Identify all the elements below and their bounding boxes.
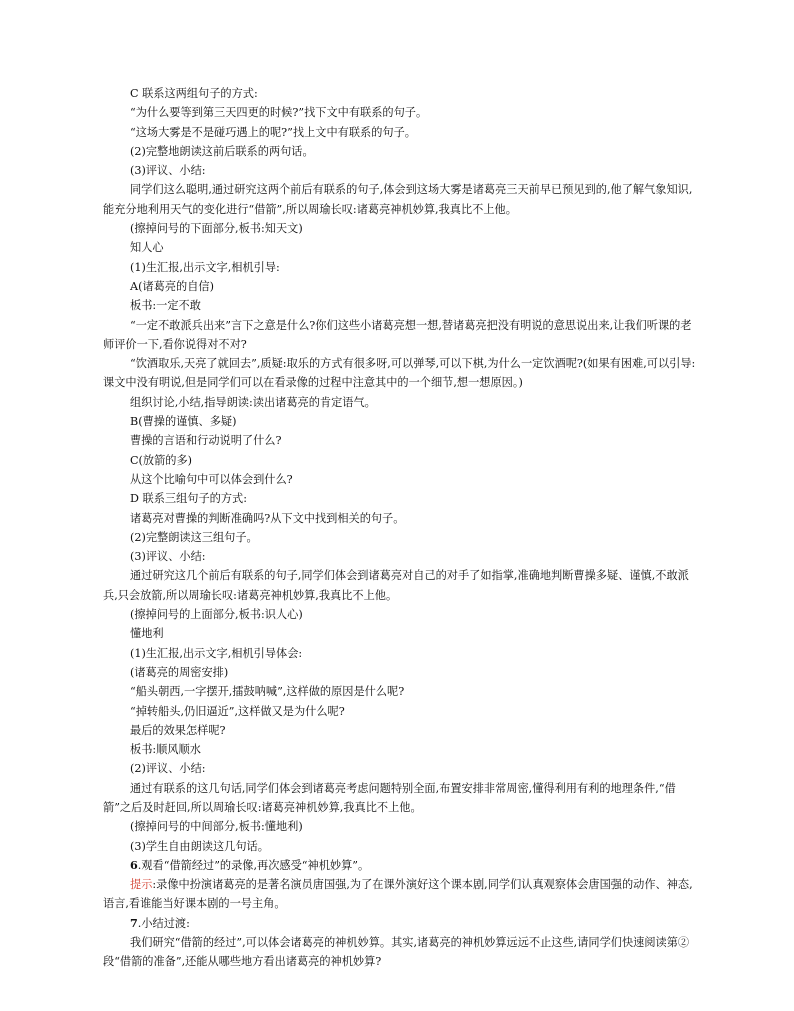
paragraph [103,759,696,778]
paragraph-text: “船头朝西,一字摆开,擂鼓呐喊”,这样做的原因是什么呢? [130,685,405,699]
paragraph [103,470,696,489]
paragraph-text: (3)评议、小结: [130,550,206,564]
paragraph-text: C 联系这两组句子的方式: [130,87,258,100]
paragraph [103,740,696,759]
paragraph-text: (2)评议、小结: [130,762,206,776]
paragraph [103,721,696,740]
paragraph [103,663,696,682]
paragraph [103,123,696,142]
paragraph-text: .小结过渡: [137,916,190,930]
paragraph-text: “这场大雾是不是碰巧遇上的呢?”找上文中有联系的句子。 [130,125,416,139]
paragraph [103,933,696,972]
paragraph-text: (3)学生自由朗读这几句话。 [130,839,269,853]
paragraph-text: 通过研究这几个前后有联系的句子,同学们体会到诸葛亮对自己的对手了如指掌,准确地判断曹操多疑、谨慎,不敢派兵,只会放箭,所以周瑜长叹:诸葛亮神机妙算,我真比不上他。 [103,569,689,602]
paragraph [103,624,696,643]
paragraph [103,103,696,122]
paragraph [103,258,696,277]
paragraph-text: “一定不敢派兵出来”言下之意是什么?你们这些小诸葛亮想一想,替诸葛亮把没有明说的意思说出来,让我们听课的老师评价一下,看你说得对不对? [103,318,692,351]
paragraph [103,817,696,836]
paragraph-text: (1)生汇报,出示文字,相机引导体会: [130,646,303,660]
paragraph-text: “掉转船头,仍旧逼近”,这样做又是为什么呢? [130,704,345,718]
paragraph-text: (擦掉问号的下面部分,板书:知天文) [130,222,303,236]
paragraph-text: 板书:顺风顺水 [130,743,201,757]
paragraph-text: :录像中扮演诸葛亮的是著名演员唐国强,为了在课外演好这个课本剧,同学们认真观察体会唐国强的动作、神态,语言,看谁能当好课本剧的一号主角。 [103,878,693,911]
paragraph [103,682,696,701]
paragraph-text: A(诸葛亮的自信) [130,279,214,293]
paragraph [103,779,696,818]
step-number: 7 [130,915,138,930]
paragraph [103,547,696,566]
paragraph-text: 曹操的言语和行动说明了什么? [130,434,282,448]
paragraph [103,451,696,470]
paragraph [103,238,696,257]
step-number: 6 [130,857,138,872]
paragraph [103,644,696,663]
paragraph [103,180,696,219]
paragraph [103,393,696,412]
paragraph-text: 从这个比喻句中可以体会到什么? [130,472,293,486]
paragraph-text: (3)评议、小结: [130,164,206,178]
hint-label: 提示 [130,878,153,892]
paragraph-text: B(曹操的谨慎、多疑) [130,415,237,429]
paragraph [103,856,696,875]
paragraph-text: (2)完整地朗读这前后联系的两句话。 [130,144,314,158]
paragraph-text: .观看“借箭经过”的录像,再次感受“神机妙算”。 [137,858,370,872]
paragraph-text: (擦掉问号的上面部分,板书:识人心) [130,608,303,622]
paragraph [103,316,696,355]
paragraph-text: 知人心 [130,241,164,255]
paragraph-text: 通过有联系的这几句话,同学们体会到诸葛亮考虑问题特别全面,布置安排非常周密,懂得利用有利的地理条件,“借箭”之后及时赶回,所以周瑜长叹:诸葛亮神机妙算,我真比不上他。 [103,781,676,814]
paragraph [103,509,696,528]
paragraph [103,412,696,431]
paragraph [103,702,696,721]
paragraph-text: (2)完整朗读这三组句子。 [130,530,258,544]
paragraph-text: (1)生汇报,出示文字,相机引导: [130,260,280,274]
paragraph [103,528,696,547]
paragraph-text: 诸葛亮对曹操的判断准确吗?从下文中找到相关的句子。 [130,511,405,525]
paragraph [103,431,696,450]
paragraph-text: 同学们这么聪明,通过研究这两个前后有联系的句子,体会到这场大雾是诸葛亮三天前早已预见到的,他了解气象知识,能充分地利用天气的变化进行“借箭”,所以周瑜长叹:诸葛亮神机妙算,我真比不上他。 [103,183,693,216]
paragraph [103,875,696,914]
paragraph-text: (擦掉问号的中间部分,板书:懂地利) [130,820,303,834]
paragraph [103,84,696,103]
paragraph [103,219,696,238]
paragraph [103,161,696,180]
paragraph-text: C(放箭的多) [130,453,193,467]
paragraph-text: 板书:一定不敢 [130,299,201,313]
paragraph-text: “为什么要等到第三天四更的时候?”找下文中有联系的句子。 [130,106,428,120]
paragraph [103,914,696,933]
paragraph [103,489,696,508]
paragraph-text: 最后的效果怎样呢? [130,723,226,737]
paragraph [103,142,696,161]
paragraph [103,566,696,605]
paragraph-text: “饮酒取乐,天亮了就回去”,质疑:取乐的方式有很多呀,可以弹琴,可以下棋,为什么一定饮酒呢?(如果有困难,可以引导:课文中没有明说,但是同学们可以在看录像的过程中注意其中的一个细节,想一想原因。) [103,357,696,390]
paragraph-text: 我们研究“借箭的经过”,可以体会诸葛亮的神机妙算。其实,诸葛亮的神机妙算远远不止这些,请同学们快速阅读第②段“借箭的准备”,还能从哪些地方看出诸葛亮的神机妙算? [103,936,690,969]
paragraph-text: 组织讨论,小结,指导朗读:读出诸葛亮的肯定语气。 [130,395,376,409]
paragraph [103,354,696,393]
paragraph-text: (诸葛亮的周密安排) [130,665,229,679]
paragraph-text: D 联系三组句子的方式: [130,492,247,506]
paragraph [103,277,696,296]
paragraph [103,837,696,856]
document-body [103,84,696,972]
paragraph [103,296,696,315]
paragraph [103,605,696,624]
paragraph-text: 懂地利 [130,627,164,641]
